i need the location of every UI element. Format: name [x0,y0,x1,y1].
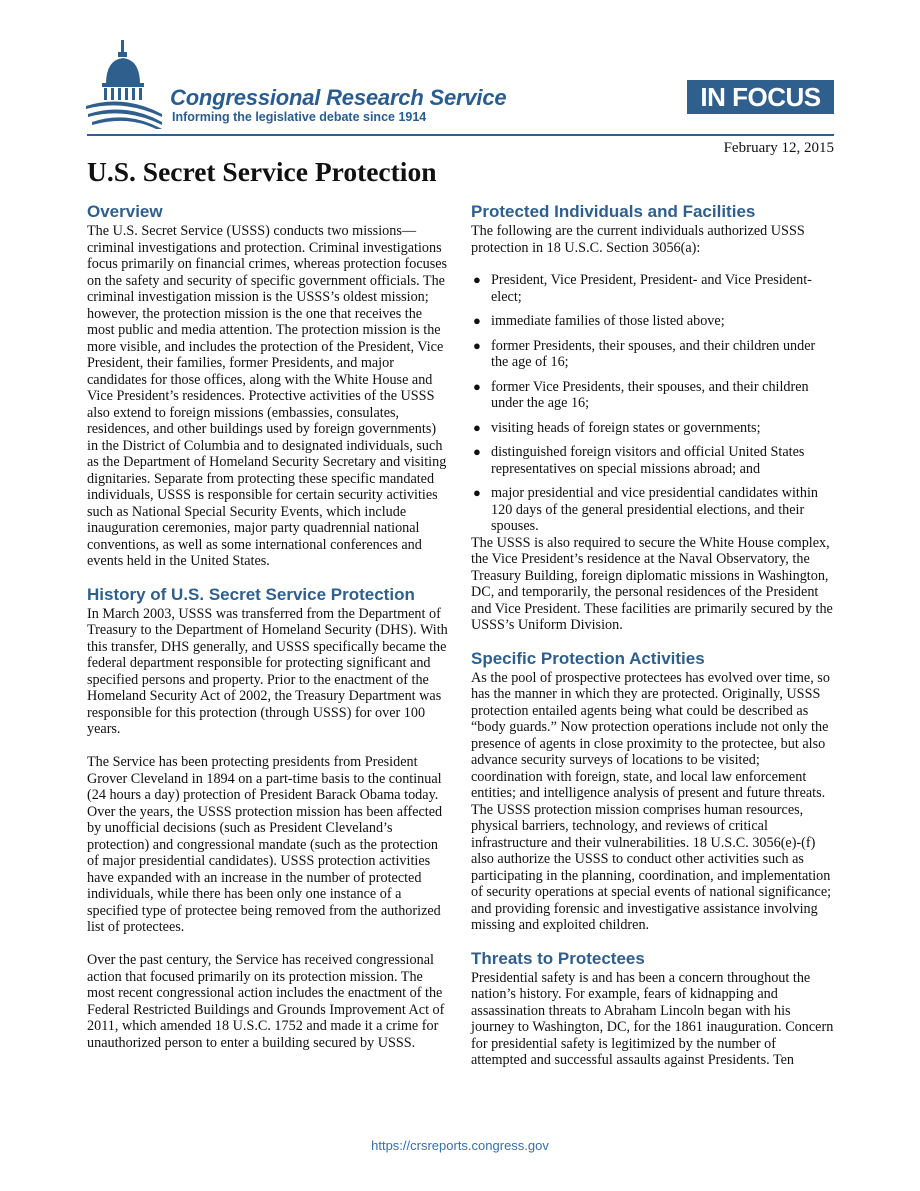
list-item: ● immediate families of those listed above; [473,313,725,329]
list-item: ● former Vice Presidents, their spouses, and their children under the age 16; [473,378,809,411]
right-column [471,201,834,1069]
section-heading-activities: Specific Protection Activities [471,648,705,668]
history-paragraph-3: Over the past century, the Service has received congressional action that focused primarily on its protection mission. The most recent congressional action includes the enactment of the Federal Restricted Buildings and Grounds Improvement Act of 2011, which amended 18 U.S.C. 1752 and made it a crime for unauthorized person to enter a building secured by USSS. [87,952,445,1051]
list-item: ● visiting heads of foreign states or governments; [473,419,761,436]
protected-intro: The following are the current individuals authorized USSS protection in 18 U.S.C. Section 3056(a): [471,223,805,256]
in-focus-badge: IN FOCUS [687,80,834,114]
org-name: Congressional Research Service [170,85,507,110]
bullet-icon: ● [473,444,481,459]
list-item: ● major presidential and vice presidential candidates within 120 days of the general presidential elections, and their spouses. [473,485,818,534]
list-item: ● distinguished foreign visitors and official United States representatives on special missions abroad; and [473,444,805,477]
bullet-icon: ● [473,313,481,328]
publication-date: February 12, 2015 [723,140,834,156]
section-heading-overview: Overview [87,202,163,221]
org-tagline: Informing the legislative debate since 1914 [172,110,427,124]
history-paragraph-1: In March 2003, USSS was transferred from the Department of Treasury to the Department of Homeland Security (DHS). With this transfer, DHS generally, and USSS specifically became the federal department responsible for protecting significant and specified persons and property. Prior to the enactment of the Homeland Security Act of 2002, the Treasury Department was responsible for this protection (through USSS) for over 100 years. [87,605,448,737]
activities-paragraph: As the pool of prospective protectees has evolved over time, so has the manner in which they are protected. Originally, USSS protection entailed agents being what could be described as “body guards.” Now protection operations include not only the presence of agents in close proximity to the protectee, but also advance security surveys of locations to be visited; coordination with foreign, state, and local law enforcement entities; and intelligence analysis of present and future threats. The USSS protection mission comprises human resources, physical barriers, technology, and reviews of critical infrastructure and their vulnerabilities. 18 U.S.C. 3056(e)-(f) also authorize the USSS to conduct other activities such as participating in the planning, coordination, and implementation of security operations at special events of national significance; and providing forensic and investigative assistance involving missing and exploited children. [471,669,832,933]
bullet-icon: ● [473,419,481,435]
section-heading-history: History of U.S. Secret Service Protection [87,584,415,604]
bullet-icon: ● [473,485,481,500]
history-paragraph-2: The Service has been protecting presidents from President Grover Cleveland in 1894 on a part-time basis to the continual (24 hours a day) protection of President Barack Obama today. Over the years, the USSS protection mission has been affected by unofficial decisions (such as President Cleveland’s protection) and congressional mandate (such as the protection of major presidential candidates). USSS protection activities have expanded with an increase in the number of protected individuals, while there has been only one instance of a specified type of protectee being removed from the authorized list of protectees. [87,754,443,935]
page-title: U.S. Secret Service Protection [87,156,437,187]
protected-facilities-paragraph: The USSS is also required to secure the White House complex, the Vice President’s residence at the Naval Observatory, the Treasury Building, foreign diplomatic missions in Washington, DC, and temporarily, the personal residences of the President and Vice President. These facilities are primarily secured by the USSS’s Uniform Division. [471,534,833,633]
bullet-icon: ● [473,378,481,394]
footer-url-link[interactable]: https://crsreports.congress.gov [371,1138,549,1153]
page-header [0,0,920,160]
section-heading-threats: Threats to Protectees [471,948,645,968]
section-heading-protected: Protected Individuals and Facilities [471,202,756,221]
threats-paragraph: Presidential safety is and has been a concern throughout the nation’s history. For example, fears of kidnapping and assassination threats to Abraham Lincoln began with his journey to Washington, DC, for the 1861 inauguration. Concern for presidential safety is legitimized by the number of attempted and successful assaults against Presidents. Ten [471,969,834,1068]
bullet-icon: ● [473,272,481,287]
protectee-list [471,272,834,535]
list-item: ● President, Vice President, President- and Vice President- elect; [473,272,812,305]
capitol-dome-logo-icon [84,38,164,130]
header-divider [87,134,834,136]
overview-paragraph: The U.S. Secret Service (USSS) conducts two missions—criminal investigations and protection. Criminal investigations focus primarily on financial crimes, whereas protection focuses on the safety and security of specific government officials. The criminal investigation mission is the USSS’s oldest mission; however, the protection mission is the one that receives the most public and media attention. The protection mission is the more visible, and includes the protection of the President, Vice President, their families, former Presidents, and major candidates for those offices, along with the White House and Vice President’s residences. Protective activities of the USSS also extend to foreign missions (embassies, consulates, residences, and other buildings used by foreign governments) in the District of Columbia and to designated individuals, such as the Department of Homeland Security Secretary and visiting dignitaries. Separate from protecting these specific mandated individuals, USSS is responsible for certain security activities such as National Special Security Events, which include inauguration ceremonies, major party quadrennial national conventions, as well as some international conferences and events held in the United States. [87,223,448,569]
bullet-icon: ● [473,337,481,353]
list-item: ● former Presidents, their spouses, and their children under the age of 16; [473,337,816,370]
left-column [87,201,450,1051]
